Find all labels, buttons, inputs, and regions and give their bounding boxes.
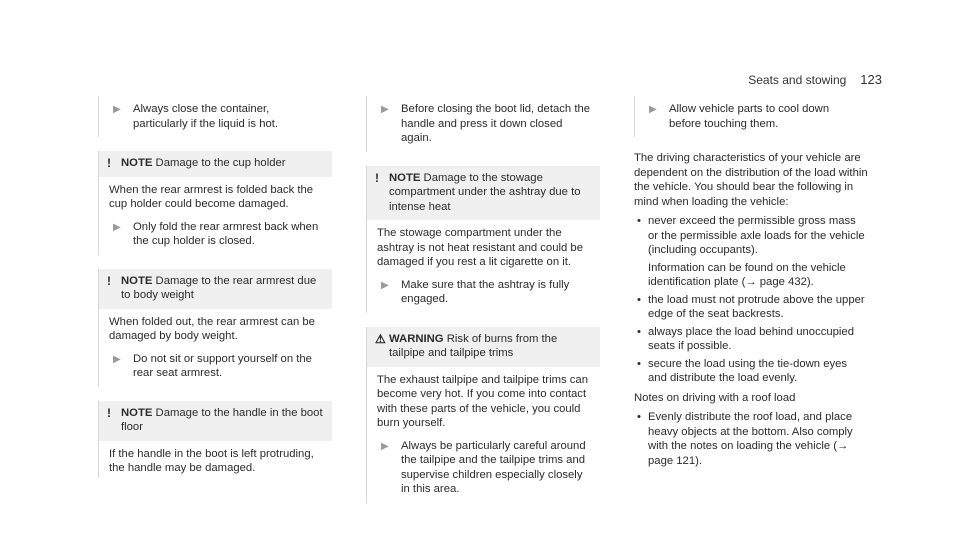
step-box [366,96,600,152]
arrow-icon: ▶ [113,353,121,365]
instruction-step: ▶ Allow vehicle parts to cool down before touching them. [635,96,868,137]
loading-section [634,151,868,468]
intro-paragraph: The driving characteristics of your vehicle are dependent on the distribution of the load within the vehicle. You should bear the following in mind when loading the vehicle: [634,152,868,208]
note-boot-handle [98,401,332,478]
list-item: • Evenly distribute the roof load, and place heavy objects at the bottom. Also comply with the notes on loading the vehicle (→ page 121). [634,410,868,468]
column-3 [634,96,868,473]
exclamation-icon: ! [107,156,111,170]
arrow-icon: ▶ [649,104,657,115]
note-header: ! NOTE Damage to the stowage compartment under the ashtray due to intense heat [367,166,600,221]
arrow-icon: ▶ [381,279,389,291]
column-1 [98,96,332,492]
exclamation-icon: ! [375,170,379,185]
instruction-step: ▶ Only fold the rear armrest back when the cup holder is closed. [99,214,332,255]
loading-bullet-list [634,214,868,386]
note-header: ! NOTE Damage to the cup holder [99,151,332,177]
exclamation-icon: ! [107,405,111,420]
page-header [748,72,882,87]
list-item: • secure the load using the tie-down eyes and distribute the load evenly. [634,357,868,386]
instruction-step: ▶ Before closing the boot lid, detach the handle and press it down closed again. [367,96,600,152]
list-item: • never exceed the permissible gross mass or the permissible axle loads for the vehicle (including occupants). Information can be found on the vehicle identification plate (→ page 432). [634,214,868,290]
step-box [634,96,868,137]
instruction-step: ▶ Make sure that the ashtray is fully engaged. [367,272,600,313]
note-stowage-compartment [366,166,600,313]
arrow-icon: ▶ [381,104,389,115]
roof-bullet-list [634,410,868,468]
note-body: When the rear armrest is folded back the cup holder could become damaged. [109,183,314,210]
instruction-step: ▶ Always close the container, particularly if the liquid is hot. [99,96,332,137]
note-cup-holder [98,151,332,255]
warning-body: The exhaust tailpipe and tailpipe trims can become very hot. If you come into contact with these parts of the vehicle, you could burn yourself. [377,373,588,429]
note-header: ! NOTE Damage to the handle in the boot floor [99,401,332,441]
instruction-step: ▶ Always be particularly careful around the tailpipe and the tailpipe trims and supervise children especially closely in this area. [367,433,600,503]
arrow-icon: ▶ [113,221,121,233]
warning-triangle-icon: ⚠ [375,331,386,346]
note-body: The stowage compartment under the ashtray is not heat resistant and could be damaged if you rest a lit cigarette on it. [377,227,583,268]
arrow-icon: ▶ [113,104,121,115]
note-body: If the handle in the boot is left protruding, the handle may be damaged. [109,447,314,474]
step-box [98,96,332,137]
list-item: • the load must not protrude above the upper edge of the seat backrests. [634,293,868,322]
page-number: 123 [860,72,882,87]
warning-tailpipe [366,327,600,503]
column-2 [366,96,600,517]
warning-header: ⚠ WARNING Risk of burns from the tailpipe and tailpipe trims [367,327,600,367]
arrow-icon: ▶ [381,440,389,452]
info-subparagraph: Information can be found on the vehicle identification plate (→ page 432). [648,261,846,288]
note-body: When folded out, the rear armrest can be damaged by body weight. [109,315,315,342]
roof-load-heading: Notes on driving with a roof load [634,391,796,404]
section-title: Seats and stowing [748,73,847,87]
exclamation-icon: ! [107,273,111,288]
note-header: ! NOTE Damage to the rear armrest due to body weight [99,269,332,309]
list-item: • always place the load behind unoccupied seats if possible. [634,325,868,354]
note-rear-armrest [98,269,332,387]
instruction-step: ▶ Do not sit or support yourself on the rear seat armrest. [99,346,332,387]
